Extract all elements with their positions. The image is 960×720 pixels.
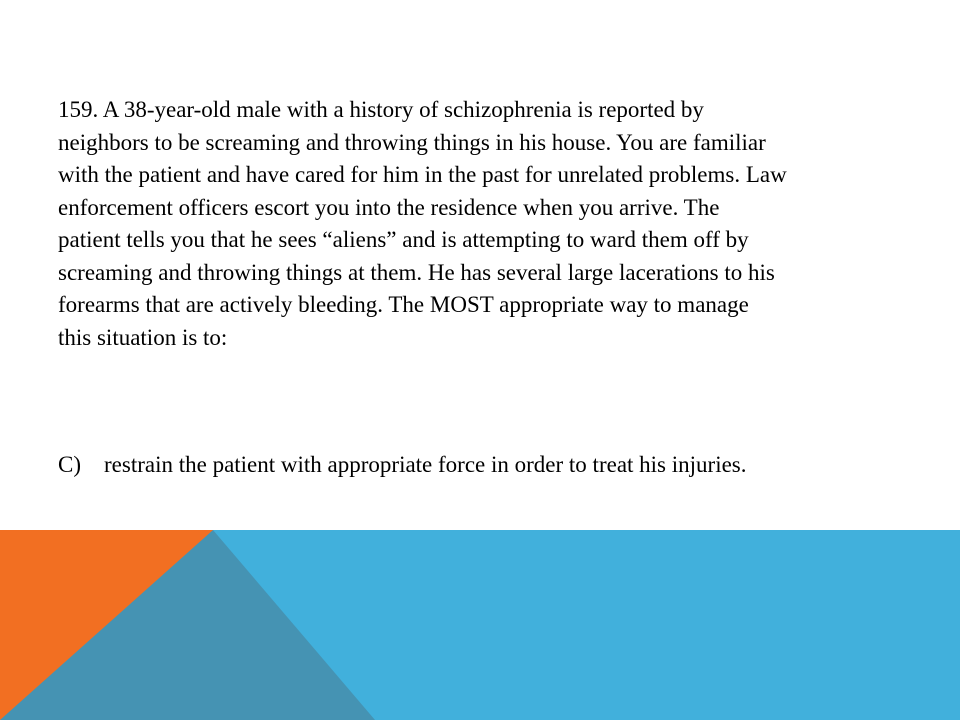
question-line: 159. A 38-year-old male with a history of schizophrenia is reported by xyxy=(58,97,704,122)
question-line: with the patient and have cared for him in the past for unrelated problems. Law xyxy=(58,162,787,187)
question-line: this situation is to: xyxy=(58,324,228,350)
question-line: patient tells you that he sees “aliens” and is attempting to ward them off by xyxy=(58,227,749,252)
question-text xyxy=(58,94,928,354)
answer-text: restrain the patient with appropriate force in order to treat his injuries. xyxy=(104,452,747,477)
question-line: neighbors to be screaming and throwing things in his house. You are familiar xyxy=(58,129,766,155)
answer-letter: C) xyxy=(58,452,81,477)
question-line: screaming and throwing things at them. He has several large lacerations to his xyxy=(58,259,775,285)
answer-option xyxy=(58,449,928,481)
question-line: forearms that are actively bleeding. The MOST appropriate way to manage xyxy=(58,292,749,317)
question-line: enforcement officers escort you into the residence when you arrive. The xyxy=(58,194,720,220)
decorative-footer-band xyxy=(0,530,960,720)
